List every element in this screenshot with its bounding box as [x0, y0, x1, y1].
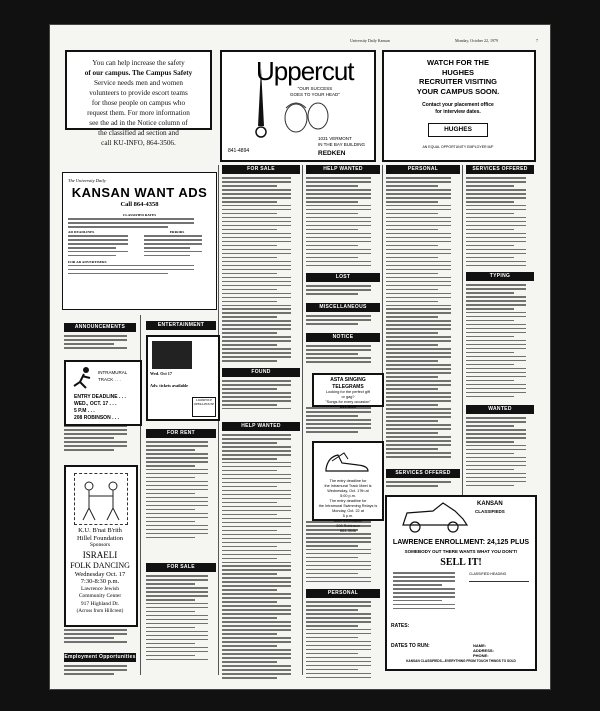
classified-heading-field[interactable]: CLASSIFIED HEADING: [469, 572, 507, 576]
portrait-illustration-icon: [282, 98, 332, 138]
intramural-line: 208 ROBINSON . . .: [74, 415, 120, 421]
notice-listings-2: [306, 407, 380, 439]
write-ad-field[interactable]: [469, 581, 529, 620]
band-photo: [152, 341, 192, 369]
intramural-line: ENTRY DEADLINE . . .: [74, 394, 126, 400]
asta-phone: 841-8515: [339, 405, 357, 409]
somebody-headline: SOMEBODY OUT THERE WANTS WHAT YOU DON'T!: [404, 549, 518, 554]
want-ads-rates: [68, 213, 211, 277]
running-head-publication: University Daily Kansan: [350, 38, 390, 43]
deadline-line: 864-3546: [339, 529, 357, 533]
notice-listings: [306, 345, 380, 371]
section-found: FOUND: [222, 368, 300, 377]
deadline-line: More information: [333, 519, 363, 523]
section-miscellaneous: MISCELLANEOUS: [306, 303, 380, 312]
deadline-line: Wednesday, Oct. 17th at: [327, 489, 369, 493]
address-field[interactable]: ADDRESS:: [473, 648, 494, 653]
safety-line: call KU-INFO, 864-3506.: [101, 139, 176, 147]
runner-icon: [70, 366, 96, 390]
rates-label: RATES:: [391, 623, 410, 629]
contact-line: Contact your placement office: [422, 102, 494, 108]
section-wanted: WANTED: [466, 405, 534, 414]
hillel-line: Wednesday Oct. 17: [74, 570, 126, 578]
safety-line: see the ad in the Notice column of: [89, 119, 188, 127]
tagline-line: "OUR SUCCESS: [297, 86, 333, 91]
services-listings: [466, 177, 534, 269]
classified-brand: [475, 501, 505, 515]
advertisers-heading: FOR AD ADVERTISERS: [68, 259, 107, 264]
deadline-line: 208 Robinson: [336, 524, 360, 528]
brand-line: CLASSIFIEDS: [475, 509, 505, 514]
announcements-listings-2: [64, 425, 136, 461]
personal-listings-2: [386, 177, 460, 465]
deadline-line: 5 p.m.: [342, 514, 354, 518]
errors-heading: ERRORS: [169, 229, 185, 234]
campus-safety-ad: [65, 50, 212, 147]
deadline-line: the Intramural Swimming Relays is: [318, 504, 378, 508]
section-personal: PERSONAL: [306, 589, 380, 598]
intramural-headline: [98, 370, 127, 383]
intramural-deadline-ad: [312, 441, 384, 533]
kansan-classifieds-order-form: [385, 495, 537, 671]
asta-title: ASTA SINGING TELEGRAMS: [330, 377, 366, 390]
hillel-line: Lawrence Jewish: [80, 585, 120, 592]
uppercut-ad: [220, 50, 376, 162]
section-entertainment: ENTERTAINMENT: [146, 321, 216, 330]
personal-listings: [306, 601, 380, 683]
section-lost: LOST: [306, 273, 380, 282]
section-help-wanted-2: HELP WANTED: [306, 165, 380, 174]
hillel-text: [68, 527, 132, 616]
services-listings-2: [386, 481, 460, 493]
section-services-offered-2: SERVICES OFFERED: [386, 469, 460, 478]
deadline-line: The entry deadline for: [329, 499, 367, 503]
hillel-line: 917 Highland Dr.: [80, 600, 120, 607]
hughes-ad: [382, 50, 536, 162]
deadline-line: 5:00 p.m.: [340, 494, 356, 498]
hillel-line: Sponsors: [89, 542, 111, 548]
announcements-listings: [64, 335, 136, 357]
help-wanted-listings-2: [306, 177, 380, 271]
section-services-offered: SERVICES OFFERED: [466, 165, 534, 174]
headline-line: WATCH FOR THE: [427, 58, 489, 67]
misc-listings: [306, 315, 380, 331]
hughes-logo: HUGHES: [428, 123, 488, 137]
section-personal-2: PERSONAL: [386, 165, 460, 174]
employment-listings: [64, 665, 136, 683]
deadlines-heading: AD DEADLINES: [68, 229, 95, 234]
classified-footer: KANSAN CLASSIFIEDS—EVERYTHING FROM TOUCH THINGS TO SOLD: [406, 659, 516, 663]
hillel-line: Community Center: [78, 593, 122, 599]
safety-line: of our campus. The Campus Safety: [84, 69, 193, 77]
deadline-line: the Intramural Track Meet is: [324, 484, 372, 488]
section-typing: TYPING: [466, 272, 534, 281]
rates-heading: CLASSIFIED RATES: [122, 213, 157, 217]
contact-line: for interview dates.: [435, 108, 481, 115]
entertainment-day: Wed. Oct 17: [150, 371, 172, 376]
for-sale-listings-2: [222, 177, 300, 365]
enrollment-headline: LAWRENCE ENROLLMENT: 24,125 PLUS: [392, 539, 530, 546]
section-for-sale-2: FOR SALE: [222, 165, 300, 174]
opera-house-logo: LAWRENCE OPERA HOUSE: [192, 397, 216, 417]
safety-line: Service needs men and women: [93, 79, 183, 87]
intramural-line: 5 P.M . . .: [74, 408, 95, 414]
want-ads-masthead: [62, 172, 217, 310]
asta-line: Looking for the perfect gift: [326, 390, 370, 394]
newspaper-page: [50, 25, 550, 689]
contact-fields[interactable]: [473, 643, 531, 658]
found-listings: [222, 380, 300, 420]
name-field[interactable]: NAME:: [473, 643, 487, 648]
safety-line: You can help increase the safety: [92, 59, 185, 67]
intramural-line: TRACK . . .: [98, 376, 121, 382]
safety-line: volunteers to provide escort teams: [89, 89, 188, 97]
intramural-line: INTRAMURAL: [98, 370, 128, 375]
hillel-folk-dancing-ad: [64, 465, 138, 627]
section-help-wanted: HELP WANTED: [222, 422, 300, 431]
section-for-rent: FOR RENT: [146, 429, 216, 438]
dates-to-run-field[interactable]: DATES TO RUN:: [391, 643, 430, 649]
running-head-page: 7: [536, 38, 538, 43]
hillel-line: (Across from Hillcrest): [76, 609, 124, 614]
sell-it-headline: SELL IT!: [440, 557, 482, 568]
headline-line: RECRUITER VISITING: [419, 77, 497, 86]
tagline-line: GOES TO YOUR HEAD": [290, 92, 340, 97]
brand-line: KANSAN: [477, 501, 503, 507]
hillel-line: K.U. B'nai B'rith: [78, 527, 122, 534]
asta-line: or gag?: [341, 395, 355, 399]
help-wanted-listings: [222, 434, 300, 682]
address-line: 1031 VERMONT: [318, 136, 352, 141]
uppercut-phone: 841-4894: [228, 148, 250, 154]
dancers-illustration-icon: [74, 473, 128, 525]
safety-line: request them. For more information: [87, 109, 190, 117]
want-ads-small-title: The University Daily: [68, 178, 106, 183]
entertainment-ad: [146, 335, 220, 421]
asta-line: "Songs for every occasion": [325, 400, 371, 404]
uppercut-tagline: [290, 86, 340, 98]
address-line: IN THE BAY BUILDING: [318, 142, 366, 147]
deadline-text: [316, 479, 380, 534]
intramural-deadline: [74, 394, 126, 422]
column-rule: [462, 165, 463, 495]
lost-listings: [306, 285, 380, 301]
running-head-date: Monday, October 22, 1979: [455, 38, 498, 43]
entertainment-tickets: Adv. tickets available: [150, 383, 189, 388]
safety-line: the classified ad section and: [98, 129, 179, 137]
for-rent-listings: [146, 441, 216, 561]
column-rule: [302, 165, 303, 675]
hughes-eo-notice: AN EQUAL OPPORTUNITY EMPLOYER M/F: [422, 145, 494, 149]
uppercut-title: Uppercut: [256, 56, 354, 86]
hughes-headline: [390, 58, 526, 96]
deadline-line: The entry deadline for: [329, 479, 367, 483]
phone-field[interactable]: PHONE:: [473, 653, 489, 658]
wanted-listings: [466, 417, 534, 491]
section-employment: Employment Opportunities: [64, 654, 136, 660]
section-notice: NOTICE: [306, 333, 380, 342]
track-shoes-icon: [324, 449, 372, 475]
headline-line: HUGHES: [441, 67, 475, 77]
want-ads-title: KANSAN WANT ADS: [71, 185, 208, 200]
redken-brand: REDKEN: [318, 150, 346, 157]
want-ads-phone: Call 864-4358: [120, 201, 159, 208]
section-announcements: ANNOUNCEMENTS: [64, 323, 136, 332]
announcements-listings-3: [64, 629, 136, 651]
hillel-line: Hillel Foundation: [76, 534, 124, 542]
intramural-line: WED., OCT. 17 . . .: [74, 401, 117, 407]
hughes-contact: [390, 102, 526, 115]
classified-instructions: [393, 572, 463, 612]
typing-listings: [466, 284, 534, 402]
asta-singing-telegrams-ad: [312, 373, 384, 407]
hillel-line: 7:30-8:30 p.m.: [80, 578, 120, 585]
hillel-line: ISRAELI: [82, 549, 118, 560]
section-for-sale: FOR SALE: [146, 563, 216, 572]
deadline-line: Monday, Oct. 22 at: [332, 509, 364, 513]
intramural-track-ad: [64, 360, 142, 426]
for-sale-listings: [146, 575, 216, 683]
headline-line: YOUR CAMPUS SOON.: [416, 86, 500, 96]
vintage-car-icon: [393, 501, 531, 533]
hillel-line: FOLK DANCING: [70, 560, 130, 570]
safety-line: for those people on campus who: [91, 99, 186, 107]
uppercut-address: [318, 136, 365, 148]
